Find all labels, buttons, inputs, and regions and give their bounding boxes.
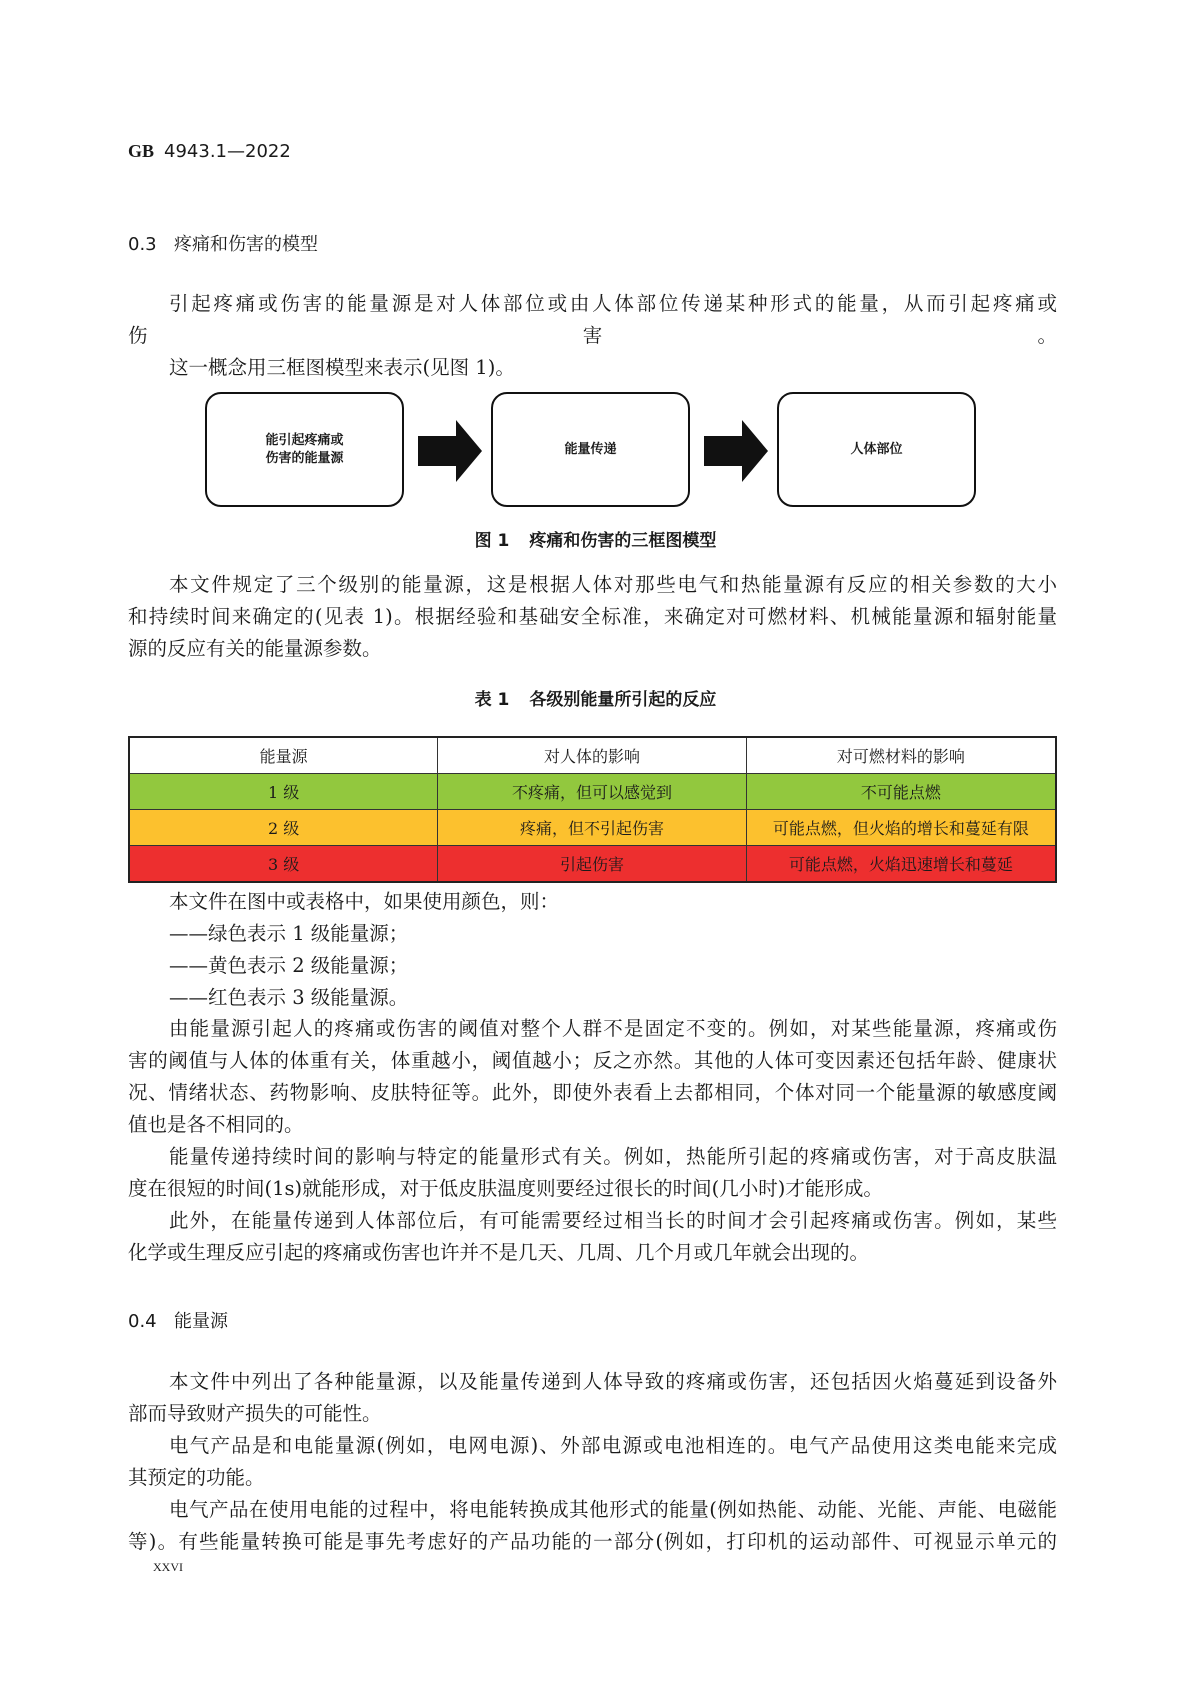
table-cell: 疼痛，但不引起伤害 — [438, 810, 747, 846]
text-line: 况、情绪状态、药物影响、皮肤特征等。此外，即使外表看上去都相同，个体对同一个能量源的敏感度阈 — [128, 1081, 1057, 1104]
energy-class-table — [128, 736, 1057, 883]
text-line: 这一概念用三框图模型来表示(见图 1)。 — [169, 356, 515, 379]
standard-number — [128, 141, 291, 162]
section-number: 0.4 — [128, 1311, 157, 1332]
figure-box-energy-transfer — [491, 392, 690, 507]
section-heading-0-4 — [128, 1307, 228, 1333]
paragraph — [128, 1141, 1057, 1205]
text-line: 本文件在图中或表格中，如果使用颜色，则： — [169, 890, 560, 913]
text-line: 此外，在能量传递到人体部位后，有可能需要经过相当长的时间才会引起疼痛或伤害。例如，某些 — [169, 1209, 1057, 1232]
paragraph — [128, 1013, 1057, 1141]
arrow-right-icon — [704, 420, 768, 482]
table-cell: 不疼痛，但可以感觉到 — [438, 774, 747, 810]
page-number: XXVI — [153, 1560, 183, 1574]
figure-box-body-part — [777, 392, 976, 507]
caption-number: 表 1 — [474, 690, 510, 710]
text-line: 等)。有些能量转换可能是事先考虑好的产品功能的一部分(例如，打印机的运动部件、可视显示单元的 — [128, 1530, 1057, 1553]
section-title: 疼痛和伤害的模型 — [174, 234, 318, 255]
text-line: 度在很短的时间(1s)就能形成，对于低皮肤温度则要经过很长的时间(几小时)才能形成。 — [128, 1177, 883, 1200]
section-title: 能量源 — [174, 1311, 228, 1332]
paragraph — [128, 288, 1057, 352]
arrow-right-icon — [418, 420, 482, 482]
box-text: 人体部位 — [850, 441, 903, 457]
text-line: 电气产品是和电能量源(例如，电网电源)、外部电源或电池相连的。电气产品使用这类电能来完成 — [169, 1434, 1057, 1457]
table-cell: 引起伤害 — [438, 846, 747, 883]
section-heading-0-3 — [128, 230, 318, 256]
section-number: 0.3 — [128, 234, 157, 255]
text-line: 化学或生理反应引起的疼痛或伤害也许并不是几天、几周、几个月或几年就会出现的。 — [128, 1241, 870, 1264]
text-line: 伤害。 — [128, 324, 1057, 347]
figure-caption — [0, 526, 1191, 551]
text-line: 部而导致财产损失的可能性。 — [128, 1402, 382, 1425]
caption-text: 疼痛和伤害的三框图模型 — [529, 531, 717, 551]
text-line: 源的反应有关的能量源参数。 — [128, 637, 382, 660]
paragraph — [128, 352, 1057, 384]
text-line: 本文件规定了三个级别的能量源，这是根据人体对那些电气和热能量源有反应的相关参数的大小 — [169, 573, 1057, 596]
list-item: ——绿色表示 1 级能量源； — [169, 922, 409, 945]
text-line: 和持续时间来确定的(见表 1)。根据经验和基础安全标准，来确定对可燃材料、机械能量源和辐射能量 — [128, 605, 1057, 628]
list-item: ——红色表示 3 级能量源。 — [169, 986, 409, 1009]
text-line: 本文件中列出了各种能量源，以及能量传递到人体导致的疼痛或伤害，还包括因火焰蔓延到设备外 — [169, 1370, 1057, 1393]
paragraph — [128, 886, 1057, 918]
table-cell: 2 级 — [129, 810, 438, 846]
table-cell: 不可能点燃 — [746, 774, 1056, 810]
paragraph — [128, 1366, 1057, 1430]
text-line: 能量传递持续时间的影响与特定的能量形式有关。例如，热能所引起的疼痛或伤害，对于高皮肤温 — [169, 1145, 1057, 1168]
caption-text: 各级别能量所引起的反应 — [529, 690, 717, 710]
paragraph — [128, 1205, 1057, 1269]
std-number: 4943.1—2022 — [164, 141, 291, 162]
text-line: 由能量源引起人的疼痛或伤害的阈值对整个人群不是固定不变的。例如，对某些能量源，疼痛或伤 — [169, 1017, 1057, 1040]
paragraph — [128, 1430, 1057, 1494]
table-header-row — [129, 737, 1056, 774]
text-line: 害的阈值与人体的体重有关，体重越小，阈值越小；反之亦然。其他的人体可变因素还包括年龄、健康状 — [128, 1049, 1057, 1072]
text-line: 值也是各不相同的。 — [128, 1113, 304, 1136]
table-row — [129, 774, 1056, 810]
paragraph — [128, 569, 1057, 665]
box-text: 能引起疼痛或 — [265, 432, 344, 448]
table-header: 对可燃材料的影响 — [746, 737, 1056, 774]
text-line: 引起疼痛或伤害的能量源是对人体部位或由人体部位传递某种形式的能量，从而引起疼痛或 — [169, 292, 1057, 315]
paragraph — [128, 1494, 1057, 1558]
box-text: 伤害的能量源 — [265, 450, 344, 466]
table-caption — [0, 685, 1191, 710]
text-line: 电气产品在使用电能的过程中，将电能转换成其他形式的能量(例如热能、动能、光能、声能、电磁能 — [169, 1498, 1057, 1521]
table-cell: 可能点燃，火焰迅速增长和蔓延 — [746, 846, 1056, 883]
color-legend-list — [128, 918, 1057, 1014]
figure-box-energy-source — [205, 392, 404, 507]
table-cell: 3 级 — [129, 846, 438, 883]
std-prefix: GB — [128, 141, 155, 161]
table-cell: 1 级 — [129, 774, 438, 810]
list-item: ——黄色表示 2 级能量源； — [169, 954, 409, 977]
caption-number: 图 1 — [474, 531, 510, 551]
table-cell: 可能点燃，但火焰的增长和蔓延有限 — [746, 810, 1056, 846]
table-header: 能量源 — [129, 737, 438, 774]
table-header: 对人体的影响 — [438, 737, 747, 774]
table-row — [129, 846, 1056, 883]
table-row — [129, 810, 1056, 846]
box-text: 能量传递 — [564, 441, 617, 457]
text-line: 其预定的功能。 — [128, 1466, 265, 1489]
